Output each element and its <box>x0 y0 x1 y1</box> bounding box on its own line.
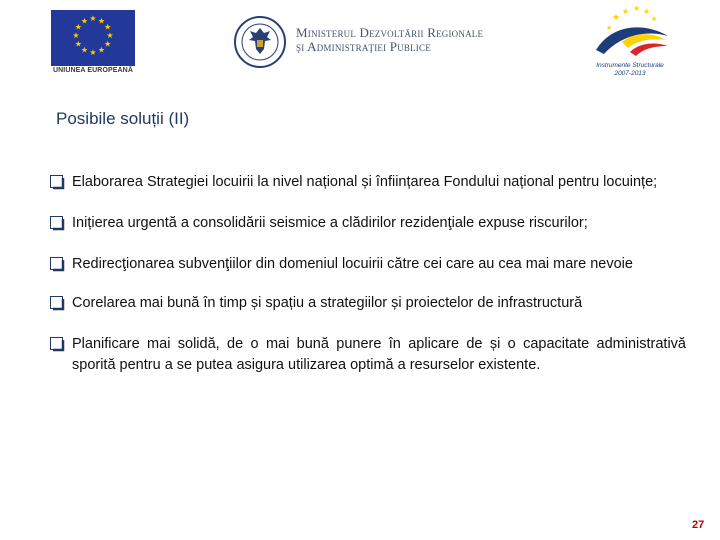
is-caption-line2: 2007-2013 <box>614 70 646 77</box>
is-caption <box>582 62 678 78</box>
checkbox-q-bullet-icon <box>50 337 65 352</box>
svg-text:★: ★ <box>106 31 114 40</box>
ministry-logo <box>234 16 496 68</box>
svg-text:★: ★ <box>643 7 651 16</box>
list-item <box>50 334 686 376</box>
svg-text:★: ★ <box>80 45 89 55</box>
bullet-text: Elaborarea Strategiei locuirii la nivel național și înființarea Fondului național pentru locuințe; <box>72 174 658 190</box>
svg-text:★: ★ <box>97 45 106 55</box>
svg-text:★: ★ <box>104 39 112 49</box>
ministry-name-line1: Ministerul Dezvoltării Regionale <box>296 25 484 40</box>
svg-text:★: ★ <box>104 22 112 32</box>
svg-text:★: ★ <box>606 24 613 32</box>
checkbox-q-bullet-icon <box>50 216 65 231</box>
bullet-text: Corelarea mai bună în timp și spațiu a strategiilor și proiectelor de infrastructură <box>72 295 583 311</box>
svg-text:★: ★ <box>622 7 630 16</box>
list-item <box>50 254 686 275</box>
checkbox-q-bullet-icon <box>50 296 65 311</box>
checkbox-q-bullet-icon <box>50 257 65 272</box>
eu-logo <box>47 10 139 74</box>
is-caption-line1: Instrumente Structurale <box>596 62 664 69</box>
svg-text:★: ★ <box>612 13 621 23</box>
bullet-text: Planificare mai solidă, de o mai bună punere în aplicare de și o capacitate administrativă sporită pentru a se putea asigura utilizarea optimă a resurselor existente. <box>72 336 686 373</box>
svg-text:★: ★ <box>89 48 97 57</box>
bullet-list <box>50 172 686 396</box>
list-item <box>50 172 686 193</box>
slide-title: Posibile soluții (II) <box>56 109 190 128</box>
ministry-name-line2: şi Administraţiei Publice <box>296 39 431 54</box>
list-item <box>50 213 686 234</box>
svg-text:★: ★ <box>651 15 658 23</box>
svg-text:★: ★ <box>633 4 641 13</box>
ministry-name <box>296 26 483 54</box>
bullet-text: Redirecţionarea subvenţiilor din domeniul locuirii către cei care au cea mai mare nevoie <box>72 256 633 272</box>
svg-text:★: ★ <box>74 39 82 49</box>
list-item <box>50 293 686 314</box>
checkbox-q-bullet-icon <box>50 175 65 190</box>
instrumente-structurale-logo <box>582 2 678 82</box>
svg-text:★: ★ <box>74 22 82 32</box>
bullet-text: Inițierea urgentă a consolidării seismice a clădirilor rezidenţiale expuse riscurilor; <box>72 215 588 231</box>
star-swoosh-icon <box>582 2 678 62</box>
svg-text:★: ★ <box>80 16 89 26</box>
eu-flag-icon <box>51 10 135 66</box>
government-seal-icon <box>234 16 286 68</box>
eu-caption: UNIUNEA EUROPEANĂ <box>52 67 133 74</box>
svg-text:★: ★ <box>97 16 106 26</box>
svg-text:★: ★ <box>72 31 80 40</box>
page-number: 27 <box>692 519 705 531</box>
svg-text:★: ★ <box>89 14 97 23</box>
